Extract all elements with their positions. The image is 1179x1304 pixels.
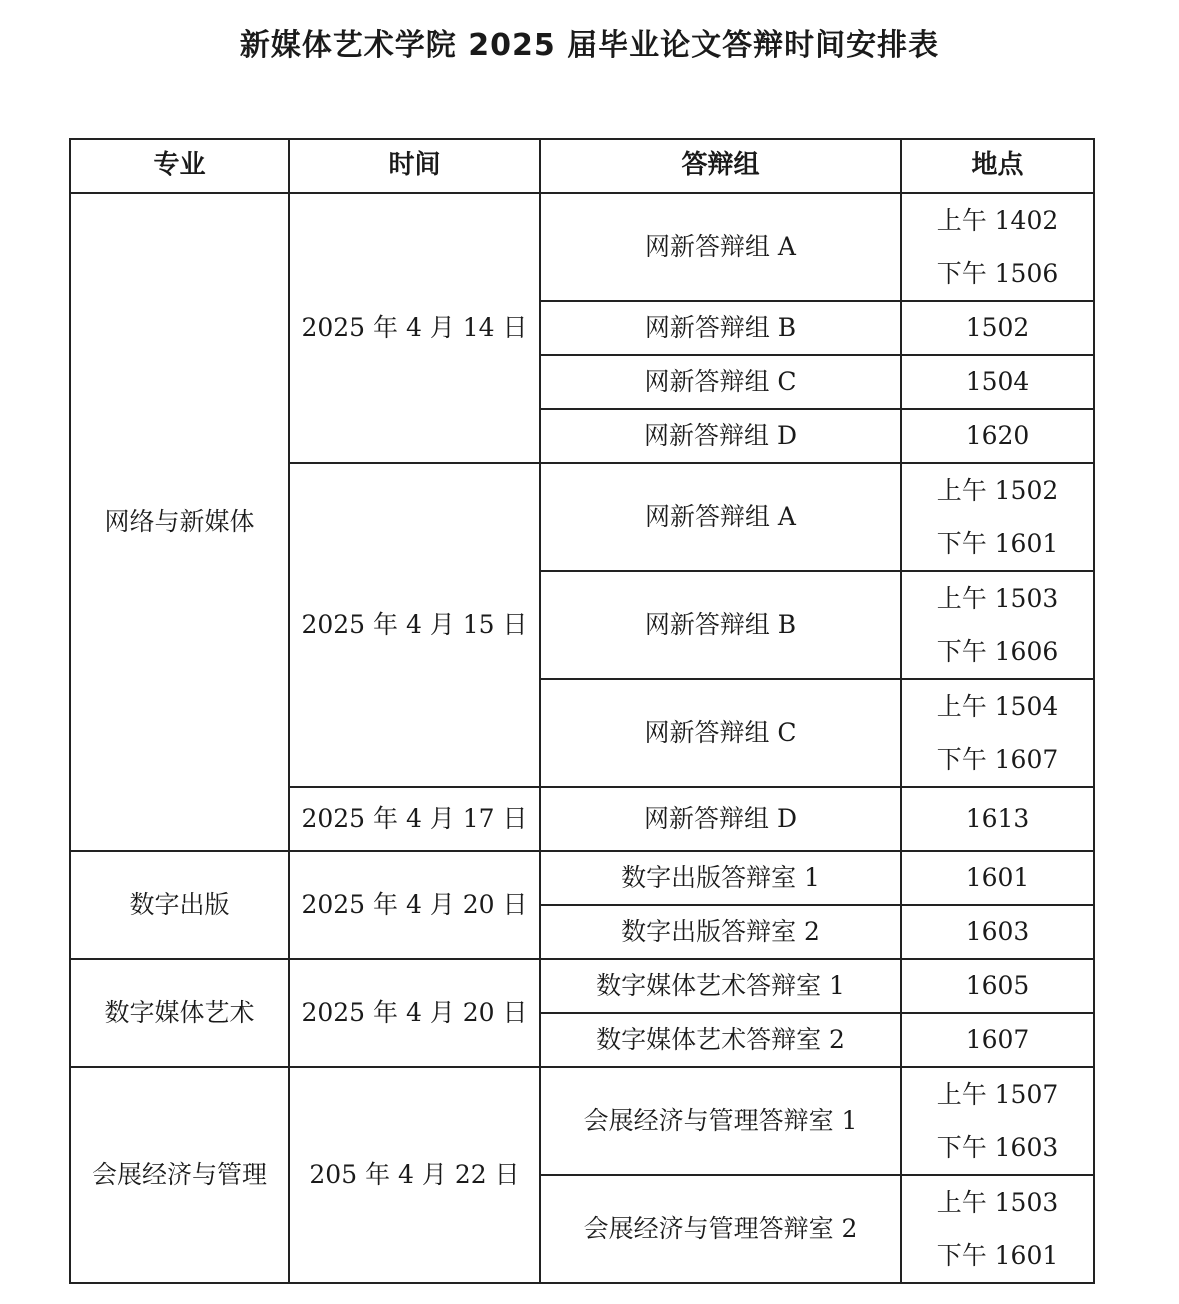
- table-row: [70, 851, 1094, 905]
- location-cell: 1613: [901, 787, 1094, 851]
- location-cell: [901, 193, 1094, 301]
- group-cell: 网新答辩组 D: [540, 787, 901, 851]
- major-cell: 数字媒体艺术: [70, 959, 289, 1067]
- table-row: [70, 1067, 1094, 1175]
- header-time: 时间: [289, 139, 540, 193]
- major-cell: 会展经济与管理: [70, 1067, 289, 1283]
- location-cell: 1607: [901, 1013, 1094, 1067]
- header-row: [70, 139, 1094, 193]
- date-cell: 2025 年 4 月 20 日: [289, 959, 540, 1067]
- table-row: [70, 959, 1094, 1013]
- location-line: 下午 1601: [936, 529, 1059, 558]
- group-cell: 数字媒体艺术答辩室 2: [540, 1013, 901, 1067]
- location-cell: 1620: [901, 409, 1094, 463]
- location-line: 下午 1601: [936, 1241, 1059, 1270]
- major-cell: 网络与新媒体: [70, 193, 289, 851]
- date-cell: 2025 年 4 月 14 日: [289, 193, 540, 463]
- group-cell: 网新答辩组 B: [540, 301, 901, 355]
- location-line: 上午 1507: [936, 1080, 1059, 1109]
- date-cell: 2025 年 4 月 17 日: [289, 787, 540, 851]
- location-cell: [901, 1067, 1094, 1175]
- header-major: 专业: [70, 139, 289, 193]
- schedule-table: [69, 138, 1095, 1284]
- location-cell: [901, 571, 1094, 679]
- location-line: 上午 1503: [936, 584, 1059, 613]
- group-cell: 数字出版答辩室 1: [540, 851, 901, 905]
- header-location: 地点: [901, 139, 1094, 193]
- location-line: 上午 1402: [936, 206, 1059, 235]
- group-cell: 会展经济与管理答辩室 1: [540, 1067, 901, 1175]
- location-cell: 1504: [901, 355, 1094, 409]
- header-group: 答辩组: [540, 139, 901, 193]
- location-line: 下午 1506: [936, 259, 1059, 288]
- group-cell: 网新答辩组 D: [540, 409, 901, 463]
- location-cell: [901, 679, 1094, 787]
- location-cell: 1603: [901, 905, 1094, 959]
- group-cell: 网新答辩组 A: [540, 463, 901, 571]
- location-line: 上午 1502: [936, 476, 1059, 505]
- group-cell: 网新答辩组 C: [540, 355, 901, 409]
- group-cell: 网新答辩组 B: [540, 571, 901, 679]
- location-cell: [901, 463, 1094, 571]
- location-cell: 1601: [901, 851, 1094, 905]
- date-cell: 205 年 4 月 22 日: [289, 1067, 540, 1283]
- location-line: 下午 1607: [936, 745, 1059, 774]
- group-cell: 数字媒体艺术答辩室 1: [540, 959, 901, 1013]
- location-cell: 1605: [901, 959, 1094, 1013]
- page-title: 新媒体艺术学院 2025 届毕业论文答辩时间安排表: [239, 28, 940, 63]
- location-line: 上午 1504: [936, 692, 1059, 721]
- location-line: 上午 1503: [936, 1188, 1059, 1217]
- location-cell: 1502: [901, 301, 1094, 355]
- location-line: 下午 1603: [936, 1133, 1059, 1162]
- date-cell: 2025 年 4 月 15 日: [289, 463, 540, 787]
- group-cell: 网新答辩组 A: [540, 193, 901, 301]
- table-row: [70, 193, 1094, 301]
- group-cell: 会展经济与管理答辩室 2: [540, 1175, 901, 1283]
- major-cell: 数字出版: [70, 851, 289, 959]
- location-cell: [901, 1175, 1094, 1283]
- group-cell: 数字出版答辩室 2: [540, 905, 901, 959]
- location-line: 下午 1606: [936, 637, 1059, 666]
- date-cell: 2025 年 4 月 20 日: [289, 851, 540, 959]
- group-cell: 网新答辩组 C: [540, 679, 901, 787]
